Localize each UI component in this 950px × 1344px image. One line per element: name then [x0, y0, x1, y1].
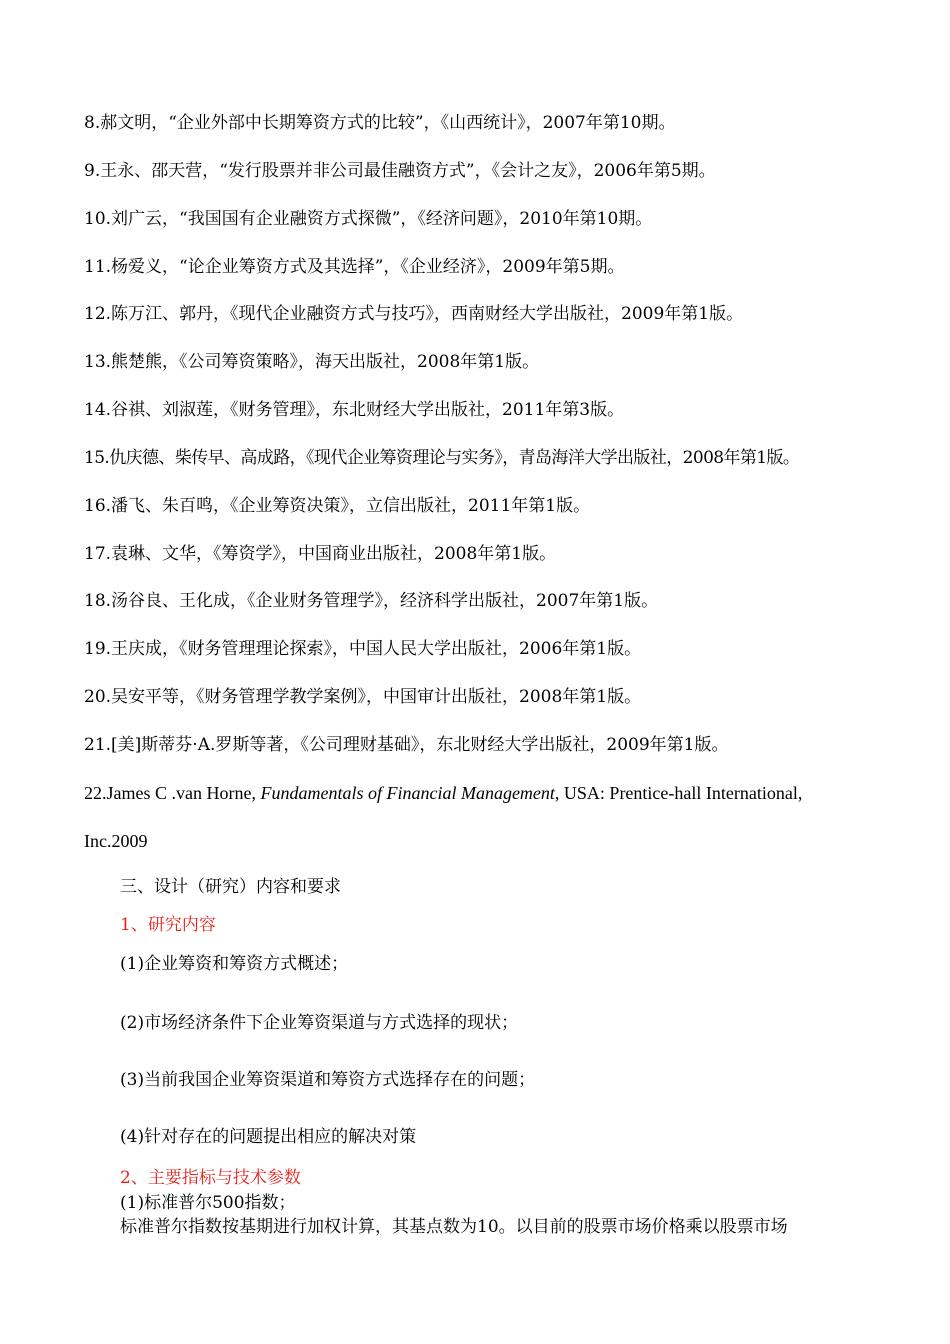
- reference-prefix: 22.James C .van Horne,: [84, 783, 261, 803]
- reference-item: 8.郝文明，“企业外部中长期筹资方式的比较”，《山西统计》，2007年第10期。: [84, 113, 676, 133]
- reference-item: 16.潘飞、朱百鸣，《企业筹资决策》，立信出版社，2011年第1版。: [84, 496, 591, 516]
- reference-item: 13.熊楚熊，《公司筹资策略》，海天出版社，2008年第1版。: [84, 352, 540, 372]
- reference-item: 14.谷祺、刘淑莲，《财务管理》，东北财经大学出版社，2011年第3版。: [84, 400, 625, 420]
- reference-item: 17.袁琳、文华，《筹资学》，中国商业出版社，2008年第1版。: [84, 544, 557, 564]
- subsection-heading-indicators: 2、主要指标与技术参数: [120, 1168, 301, 1188]
- subsection-heading-research-content: 1、研究内容: [120, 915, 216, 935]
- reference-suffix: , USA: Prentice-hall International,: [554, 783, 803, 803]
- research-item: (3)当前我国企业筹资渠道和筹资方式选择存在的问题；: [120, 1070, 536, 1090]
- research-item: (1)企业筹资和筹资方式概述；: [120, 954, 349, 974]
- reference-item: 18.汤谷良、王化成，《企业财务管理学》，经济科学出版社，2007年第1版。: [84, 591, 659, 611]
- indicator-paragraph: 标准普尔指数按基期进行加权计算，其基点数为10。以目前的股票市场价格乘以股票市场: [120, 1217, 788, 1237]
- research-item: (4)针对存在的问题提出相应的解决对策: [120, 1127, 417, 1147]
- reference-item: 11.杨爱义，“论企业筹资方式及其选择”，《企业经济》，2009年第5期。: [84, 257, 625, 277]
- section-heading: 三、设计（研究）内容和要求: [120, 877, 341, 897]
- reference-item-english-continued: Inc.2009: [84, 831, 148, 851]
- research-item: (2)市场经济条件下企业筹资渠道与方式选择的现状；: [120, 1013, 519, 1033]
- reference-book-title: Fundamentals of Financial Management: [260, 783, 555, 803]
- indicator-item: (1)标准普尔500指数；: [120, 1193, 296, 1213]
- reference-item: 21.[美]斯蒂芬·A.罗斯等著，《公司理财基础》，东北财经大学出版社，2009年第1版。: [84, 735, 729, 755]
- reference-item-english: [84, 782, 802, 804]
- reference-item: 10.刘广云，“我国国有企业融资方式探微”，《经济问题》，2010年第10期。: [84, 209, 653, 229]
- reference-item: 9.王永、邵天营，“发行股票并非公司最佳融资方式”，《会计之友》，2006年第5期。: [84, 161, 716, 181]
- reference-item: 19.王庆成，《财务管理理论探索》，中国人民大学出版社，2006年第1版。: [84, 639, 642, 659]
- reference-item: 12.陈万江、郭丹，《现代企业融资方式与技巧》，西南财经大学出版社，2009年第1版。: [84, 304, 744, 324]
- reference-item: 15.仇庆德、柴传早、高成路，《现代企业筹资理论与实务》，青岛海洋大学出版社，2008年第1版。: [84, 448, 800, 468]
- reference-item: 20.吴安平等，《财务管理学教学案例》，中国审计出版社，2008年第1版。: [84, 687, 642, 707]
